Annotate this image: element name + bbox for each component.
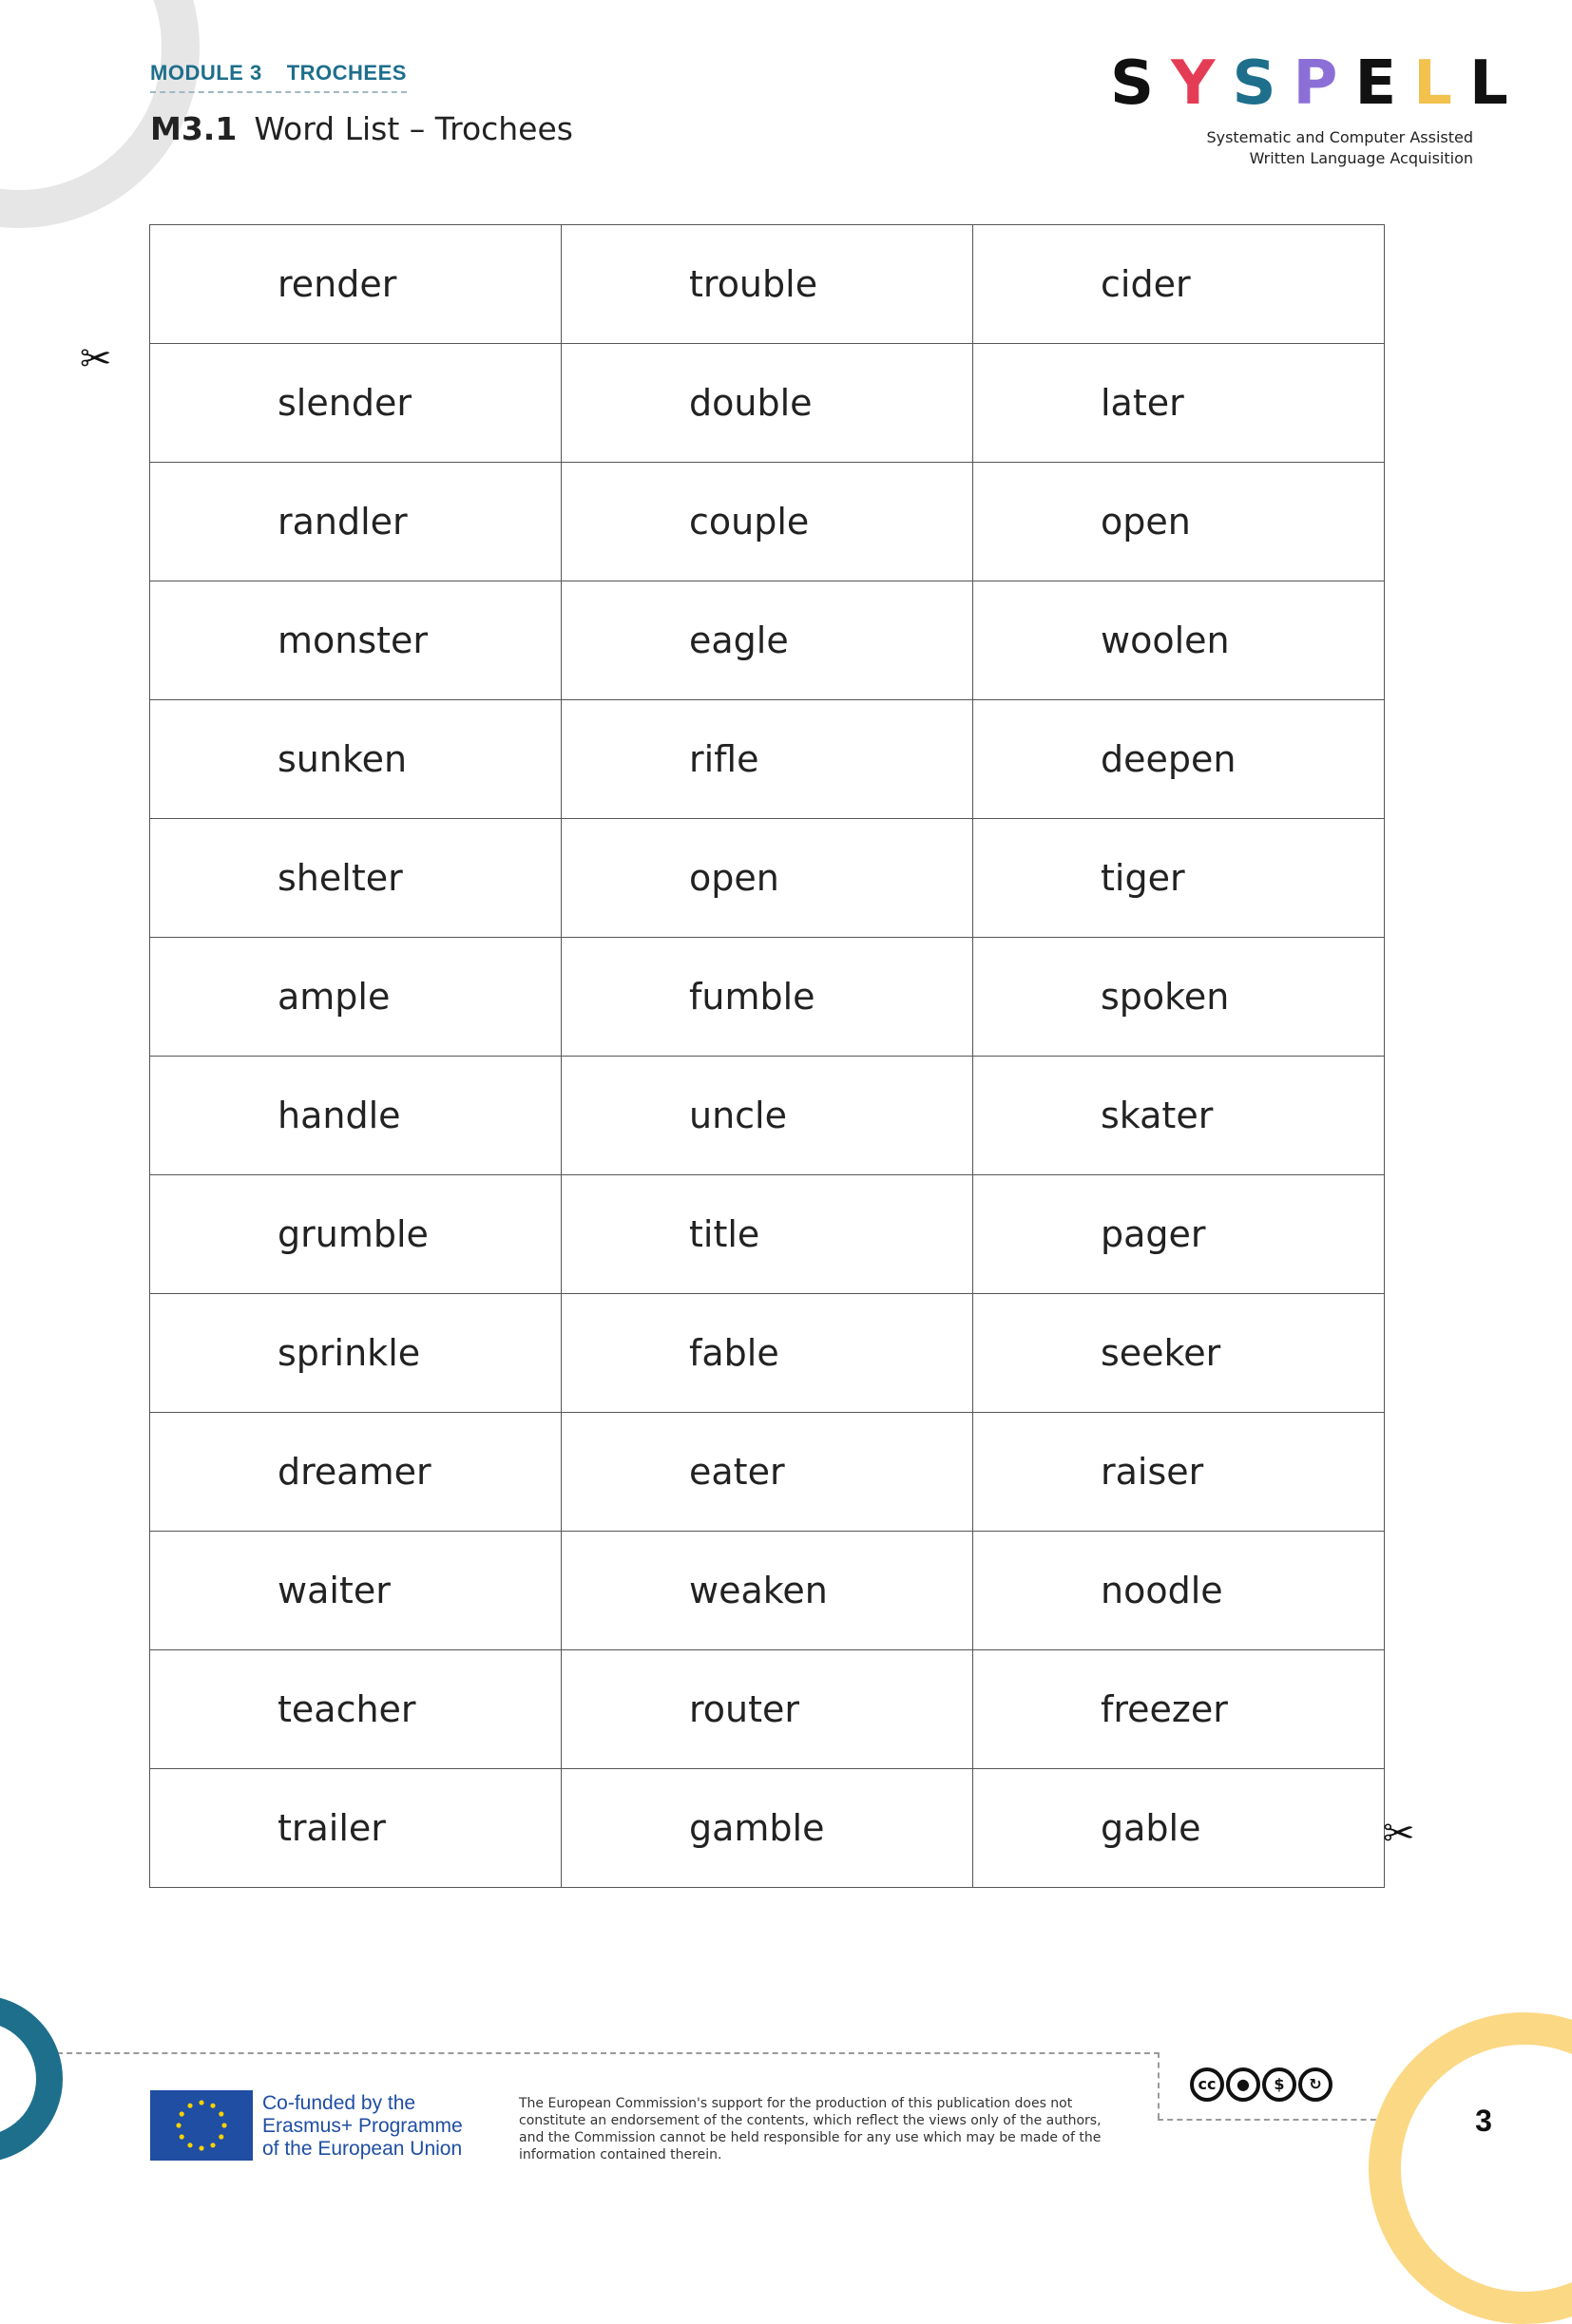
- creative-commons-icon: [1190, 2067, 1332, 2102]
- eu-star: [221, 2123, 226, 2127]
- table-row: [150, 1175, 1385, 1294]
- word-cell: trailer: [150, 1769, 562, 1888]
- table-row: [150, 1532, 1385, 1650]
- scissors-icon: ✂: [1383, 1812, 1415, 1856]
- word-list-table: [149, 224, 1385, 1888]
- eu-star: [210, 2104, 215, 2108]
- cc-icon: cc: [1190, 2067, 1224, 2102]
- table-row: [150, 938, 1385, 1057]
- decorative-arc-bottom-right: [1369, 2012, 1572, 2324]
- page-title: [150, 110, 573, 147]
- eu-star: [187, 2104, 192, 2108]
- word-cell: trouble: [562, 225, 973, 344]
- word-cell: double: [562, 344, 973, 463]
- logo-subtitle: [1110, 127, 1473, 169]
- word-cell: spoken: [973, 938, 1385, 1057]
- module-heading: [150, 61, 407, 93]
- eu-star: [199, 2100, 203, 2105]
- table-row: [150, 581, 1385, 700]
- word-cell: skater: [973, 1057, 1385, 1175]
- word-cell: handle: [150, 1057, 562, 1175]
- word-cell: rifle: [562, 700, 973, 819]
- word-cell: grumble: [150, 1175, 562, 1294]
- decorative-arc-bottom-left: [0, 1995, 63, 2162]
- word-cell: teacher: [150, 1650, 562, 1769]
- eu-disclaimer: The European Commission's support for the production of this publication does not constitute an endorsement of the contents, which reflect the views only of the authors, and the Commission cannot be held responsible for any use which may be made of the information contained therein.: [519, 2096, 1102, 2162]
- page-title-text: Word List – Trochees: [254, 110, 573, 147]
- word-cell: ample: [150, 938, 562, 1057]
- logo-letter: P: [1293, 48, 1355, 119]
- word-cell: title: [562, 1175, 973, 1294]
- word-cell: render: [150, 225, 562, 344]
- word-cell: fable: [562, 1294, 973, 1413]
- word-cell: eagle: [562, 581, 973, 700]
- page-title-code: M3.1: [150, 110, 238, 147]
- eu-star: [180, 2111, 184, 2116]
- page-number: 3: [1475, 2104, 1492, 2138]
- word-cell: waiter: [150, 1532, 562, 1650]
- table-row: [150, 344, 1385, 463]
- logo-letter: L: [1413, 48, 1469, 119]
- eu-star: [219, 2134, 223, 2139]
- table-row: [150, 1769, 1385, 1888]
- logo-subtitle-line: Written Language Acquisition: [1249, 149, 1473, 167]
- word-cell: gamble: [562, 1769, 973, 1888]
- word-cell: tiger: [973, 819, 1385, 938]
- logo-letter: S: [1110, 48, 1172, 119]
- sa-icon: ↻: [1298, 2067, 1332, 2102]
- word-cell: eater: [562, 1413, 973, 1532]
- word-cell: open: [562, 819, 973, 938]
- eu-star: [176, 2123, 181, 2127]
- logo-wordmark: [1110, 48, 1525, 119]
- word-cell: sunken: [150, 700, 562, 819]
- nc-icon: $: [1262, 2067, 1296, 2102]
- eu-flag-icon: [150, 2090, 253, 2161]
- table-row: [150, 1057, 1385, 1175]
- eu-star: [210, 2143, 215, 2147]
- word-cell: noodle: [973, 1532, 1385, 1650]
- word-cell: later: [973, 344, 1385, 463]
- word-cell: seeker: [973, 1294, 1385, 1413]
- eu-funding-line: Co-funded by the: [262, 2092, 416, 2114]
- syspell-logo: [1110, 48, 1525, 169]
- logo-letter: L: [1468, 48, 1525, 119]
- eu-star: [180, 2134, 184, 2139]
- word-cell: open: [973, 463, 1385, 581]
- logo-letter: Y: [1171, 48, 1233, 119]
- module-label: MODULE 3: [150, 61, 262, 85]
- word-cell: freezer: [973, 1650, 1385, 1769]
- footer-divider: [38, 2052, 1160, 2054]
- logo-subtitle-line: Systematic and Computer Assisted: [1206, 128, 1473, 146]
- table-row: [150, 1650, 1385, 1769]
- word-cell: gable: [973, 1769, 1385, 1888]
- word-cell: weaken: [562, 1532, 973, 1650]
- word-cell: deepen: [973, 700, 1385, 819]
- word-cell: raiser: [973, 1413, 1385, 1532]
- word-cell: sprinkle: [150, 1294, 562, 1413]
- word-cell: fumble: [562, 938, 973, 1057]
- footer-divider: [1158, 2052, 1160, 2119]
- eu-star: [187, 2143, 192, 2147]
- word-cell: slender: [150, 344, 562, 463]
- table-row: [150, 225, 1385, 344]
- word-cell: monster: [150, 581, 562, 700]
- eu-funding-line: of the European Union: [262, 2138, 463, 2160]
- word-cell: woolen: [973, 581, 1385, 700]
- table-row: [150, 1413, 1385, 1532]
- eu-star: [199, 2145, 203, 2150]
- word-cell: cider: [973, 225, 1385, 344]
- word-cell: couple: [562, 463, 973, 581]
- eu-funding-label: [262, 2092, 463, 2161]
- word-cell: dreamer: [150, 1413, 562, 1532]
- by-icon: ●: [1226, 2067, 1260, 2102]
- module-topic: TROCHEES: [286, 61, 407, 85]
- scissors-icon: ✂: [80, 337, 112, 381]
- word-cell: randler: [150, 463, 562, 581]
- word-cell: shelter: [150, 819, 562, 938]
- footer-divider: [1158, 2119, 1386, 2121]
- logo-letter: E: [1354, 48, 1414, 119]
- table-row: [150, 1294, 1385, 1413]
- table-row: [150, 819, 1385, 938]
- word-cell: router: [562, 1650, 973, 1769]
- table-row: [150, 463, 1385, 581]
- table-row: [150, 700, 1385, 819]
- logo-letter: S: [1232, 48, 1294, 119]
- word-cell: uncle: [562, 1057, 973, 1175]
- eu-funding-line: Erasmus+ Programme: [262, 2115, 463, 2137]
- eu-star: [219, 2111, 223, 2116]
- word-cell: pager: [973, 1175, 1385, 1294]
